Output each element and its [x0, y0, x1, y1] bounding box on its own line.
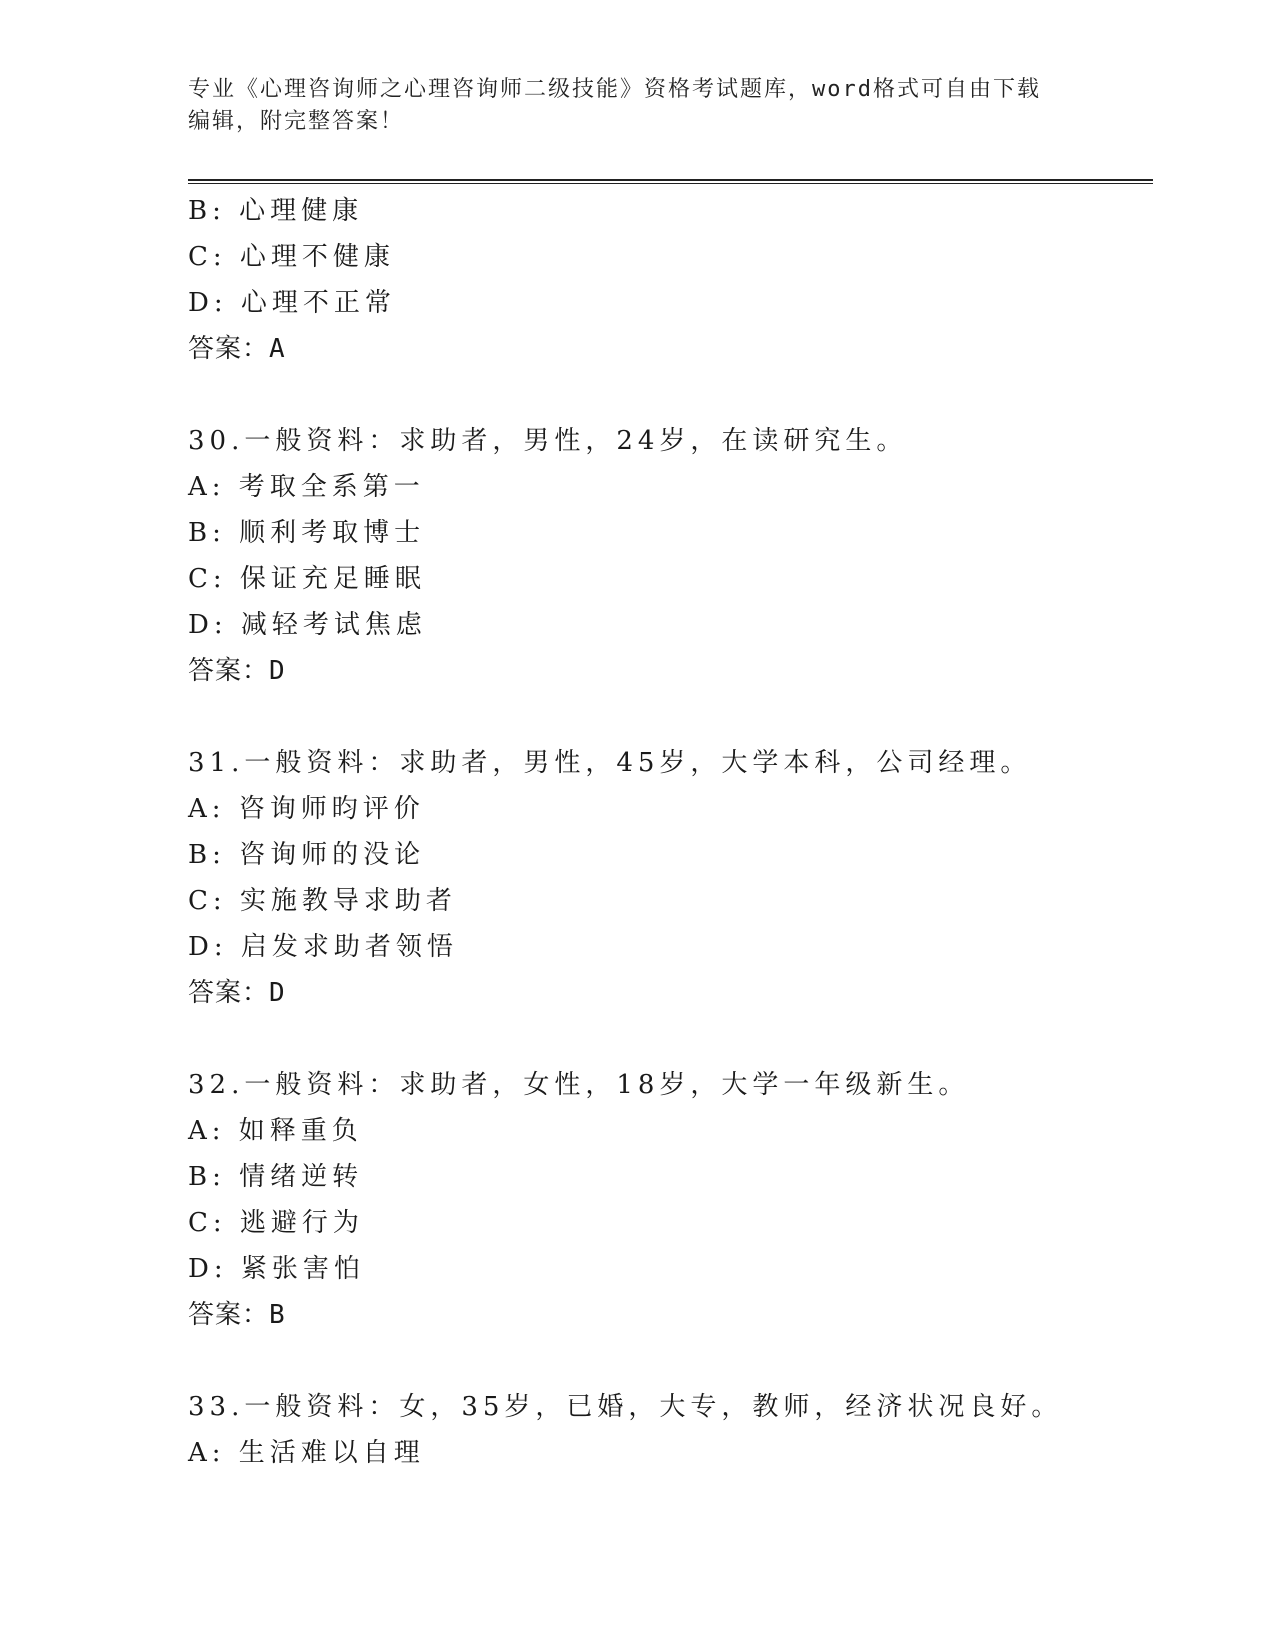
- option-a: A: 生活难以自理: [188, 1438, 425, 1468]
- answer-label: 答案：: [188, 978, 270, 1008]
- header-line-1: 专业《心理咨询师之心理咨询师二级技能》资格考试题库，word格式可自由下载: [188, 77, 1041, 102]
- answer-line: [188, 1292, 1148, 1338]
- option-d: D: 紧张害怕: [188, 1254, 365, 1284]
- option-c: C: 保证充足睡眠: [188, 564, 426, 594]
- question-stem: 33.一般资料：女，35岁，已婚，大专，教师，经济状况良好。: [188, 1392, 1063, 1422]
- option-d: D: 心理不正常: [188, 288, 396, 318]
- answer-value: D: [269, 656, 286, 686]
- option-a: A: 如释重负: [188, 1116, 363, 1146]
- question-stem: 31.一般资料：求助者，男性，45岁，大学本科，公司经理。: [188, 748, 1032, 778]
- answer-line: [188, 326, 1148, 372]
- option-c: C: 心理不健康: [188, 242, 395, 272]
- header-rule-thick: [188, 179, 1153, 181]
- option-b: B: 顺利考取博士: [188, 518, 426, 548]
- answer-label: 答案：: [188, 1300, 270, 1330]
- answer-label: 答案：: [188, 334, 270, 364]
- answer-value: B: [269, 1300, 286, 1330]
- option-b: B: 情绪逆转: [188, 1162, 364, 1192]
- spacer: [188, 694, 1148, 740]
- option-a: A: 咨询师昀评价: [188, 794, 425, 824]
- option-d: D: 减轻考试焦虑: [188, 610, 427, 640]
- question-stem: 30.一般资料：求助者，男性，24岁，在读研究生。: [188, 426, 908, 456]
- header-line-2: 编辑，附完整答案！: [188, 109, 405, 134]
- answer-value: D: [269, 978, 286, 1008]
- option-d: D: 启发求助者领悟: [188, 932, 458, 962]
- option-a: A: 考取全系第一: [188, 472, 425, 502]
- question-stem: 32.一般资料：求助者，女性，18岁，大学一年级新生。: [188, 1070, 970, 1100]
- answer-value: A: [269, 334, 286, 364]
- spacer: [188, 1338, 1148, 1384]
- spacer: [188, 372, 1148, 418]
- answer-line: [188, 970, 1148, 1016]
- option-b: B: 心理健康: [188, 196, 364, 226]
- option-c: C: 逃避行为: [188, 1208, 364, 1238]
- spacer: [188, 1016, 1148, 1062]
- document-header: [188, 74, 1088, 138]
- question-list: [188, 188, 1148, 1476]
- header-rule-thin: [188, 183, 1153, 184]
- answer-label: 答案：: [188, 656, 270, 686]
- option-c: C: 实施教导求助者: [188, 886, 457, 916]
- answer-line: [188, 648, 1148, 694]
- option-b: B: 咨询师的没论: [188, 840, 426, 870]
